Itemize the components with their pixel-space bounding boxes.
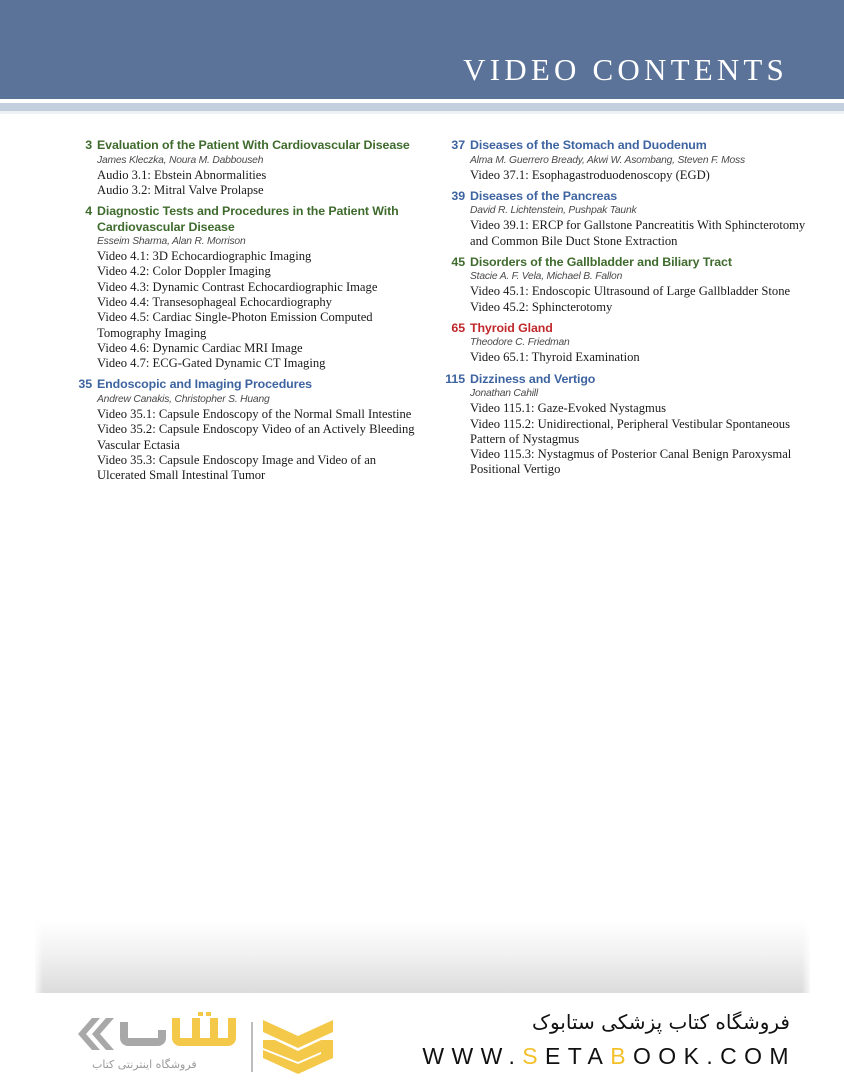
logo-divider	[251, 1022, 253, 1072]
chapter-title: Thyroid Gland	[470, 320, 553, 335]
footer-shadow-band	[35, 920, 810, 993]
url-part: ETA	[545, 1043, 611, 1069]
media-item[interactable]: Video 35.1: Capsule Endoscopy of the Normal Small Intestine	[97, 406, 412, 421]
chapter-heading[interactable]	[436, 372, 806, 388]
left-column	[62, 138, 422, 489]
header-stripe	[0, 103, 844, 111]
chapter-heading[interactable]	[436, 189, 806, 205]
chapter-title: Diseases of the Stomach and Duodenum	[470, 138, 707, 152]
chapter-heading[interactable]	[62, 138, 422, 154]
media-item[interactable]: Audio 3.1: Ebstein Abnormalities	[97, 167, 267, 182]
chapter-title: Diagnostic Tests and Procedures in the Patient With Cardiovascular Disease	[97, 204, 399, 234]
chapter-number: 3	[85, 138, 92, 152]
media-item[interactable]: Video 45.1: Endoscopic Ultrasound of Large Gallbladder Stone	[470, 284, 791, 299]
chapter-number: 65	[451, 320, 465, 335]
media-item[interactable]: Video 35.3: Capsule Endoscopy Image and Video of an Ulcerated Small Intestinal Tumor	[97, 452, 377, 483]
media-item[interactable]: Audio 3.2: Mitral Valve Prolapse	[97, 182, 264, 197]
chapter-authors: James Kleczka, Noura M. Dabbouseh	[97, 154, 264, 166]
chapter-entry	[436, 321, 806, 366]
media-item[interactable]: Video 4.3: Dynamic Contrast Echocardiographic Image	[97, 279, 378, 294]
media-item[interactable]: Video 35.2: Capsule Endoscopy Video of an Actively Bleeding Vascular Ectasia	[97, 422, 415, 452]
chapter-heading[interactable]	[62, 204, 422, 235]
media-item[interactable]: Video 4.6: Dynamic Cardiac MRI Image	[97, 340, 303, 355]
chapter-heading[interactable]	[62, 377, 422, 393]
chapter-entry	[436, 138, 806, 183]
chapter-entry	[436, 189, 806, 249]
media-item[interactable]: Video 115.1: Gaze-Evoked Nystagmus	[470, 401, 667, 416]
url-accent-letter: S	[522, 1043, 546, 1069]
media-item[interactable]: Video 4.4: Transesophageal Echocardiography	[97, 294, 332, 309]
media-item[interactable]: Video 115.2: Unidirectional, Peripheral Vestibular Spontaneous Pattern of Nystagmus	[470, 416, 790, 446]
media-item[interactable]: Video 115.3: Nystagmus of Posterior Canal Benign Paroxysmal Positional Vertigo	[470, 447, 792, 477]
url-accent-letter: B	[610, 1043, 634, 1069]
chapter-title: Dizziness and Vertigo	[470, 371, 596, 386]
media-item[interactable]: Video 39.1: ERCP for Gallstone Pancreatitis With Sphincterotomy and Common Bile Duct Stone Extraction	[470, 218, 806, 248]
setabook-logo[interactable]	[70, 1012, 340, 1076]
chapter-title: Evaluation of the Patient With Cardiovascular Disease	[97, 138, 410, 152]
chapter-entry	[62, 377, 422, 483]
media-item[interactable]: Video 65.1: Thyroid Examination	[470, 350, 640, 365]
chapter-entry	[436, 372, 806, 478]
chapter-entry	[62, 204, 422, 371]
chapter-title: Endoscopic and Imaging Procedures	[97, 377, 312, 392]
chapter-authors: Stacie A. F. Vela, Michael B. Fallon	[470, 271, 623, 283]
url-part: WWW.	[422, 1043, 523, 1069]
logo-subtitle: فروشگاه اینترنتی کتاب	[92, 1058, 197, 1071]
chapter-authors: Esseim Sharma, Alan R. Morrison	[97, 236, 246, 248]
media-item[interactable]: Video 37.1: Esophagastroduodenoscopy (EGD)	[470, 167, 710, 182]
media-item[interactable]: Video 45.2: Sphincterotomy	[470, 299, 613, 314]
store-name-persian: فروشگاه کتاب پزشکی ستابوک	[532, 1010, 790, 1034]
chapter-number: 115	[445, 371, 465, 386]
header-stripe-fade	[0, 111, 844, 114]
header-band	[0, 0, 844, 99]
chapter-entry	[436, 255, 806, 315]
chapter-heading[interactable]	[436, 138, 806, 154]
right-column	[436, 138, 806, 484]
url-part: OOK.COM	[633, 1043, 796, 1069]
chapter-number: 39	[451, 188, 465, 203]
chapter-title: Diseases of the Pancreas	[470, 188, 618, 203]
chapter-number: 45	[451, 254, 465, 269]
media-item[interactable]: Video 4.5: Cardiac Single-Photon Emission Computed Tomography Imaging	[97, 310, 373, 340]
media-item[interactable]: Video 4.1: 3D Echocardiographic Imaging	[97, 249, 312, 264]
chapter-authors: David R. Lichtenstein, Pushpak Taunk	[470, 205, 637, 217]
chapter-heading[interactable]	[436, 321, 806, 337]
chapter-number: 37	[451, 138, 465, 152]
chapter-number: 35	[78, 377, 92, 392]
setabook-wordmark-icon	[70, 1012, 245, 1056]
chapter-authors: Jonathan Cahill	[470, 388, 538, 400]
store-url-link[interactable]	[422, 1043, 796, 1070]
chapter-heading[interactable]	[436, 255, 806, 271]
chapter-number: 4	[85, 204, 92, 219]
chapter-authors: Andrew Canakis, Christopher S. Huang	[97, 393, 270, 405]
chapter-authors: Theodore C. Friedman	[470, 337, 570, 349]
page-title: VIDEO CONTENTS	[463, 52, 788, 87]
media-item[interactable]: Video 4.7: ECG-Gated Dynamic CT Imaging	[97, 356, 326, 371]
chapter-authors: Alma M. Guerrero Bready, Akwi W. Asombang, Steven F. Moss	[470, 154, 745, 166]
chapter-entry	[62, 138, 422, 198]
chevron-logo-icon	[263, 1018, 333, 1076]
chapter-title: Disorders of the Gallbladder and Biliary Tract	[470, 254, 732, 269]
media-item[interactable]: Video 4.2: Color Doppler Imaging	[97, 264, 271, 279]
